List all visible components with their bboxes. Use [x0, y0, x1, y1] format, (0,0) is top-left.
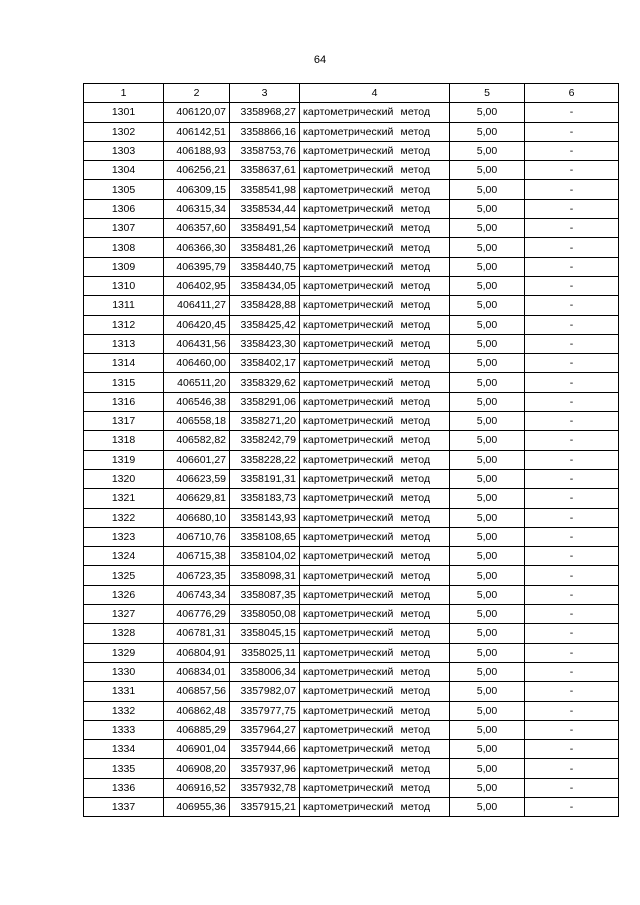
note-cell: -: [525, 199, 619, 218]
note-cell: -: [525, 605, 619, 624]
table-row: [84, 489, 619, 508]
coord-x-cell: 406857,56: [164, 682, 230, 701]
point-number-cell: 1316: [84, 392, 164, 411]
coord-y-cell: 3358228,22: [230, 450, 300, 469]
note-cell: -: [525, 682, 619, 701]
method-cell: картометрический метод: [300, 412, 450, 431]
point-number-cell: 1326: [84, 585, 164, 604]
method-cell: картометрический метод: [300, 276, 450, 295]
accuracy-cell: 5,00: [450, 585, 525, 604]
method-cell: картометрический метод: [300, 257, 450, 276]
table-row: [84, 682, 619, 701]
coord-x-cell: 406776,29: [164, 605, 230, 624]
point-number-cell: 1334: [84, 740, 164, 759]
note-cell: -: [525, 624, 619, 643]
accuracy-cell: 5,00: [450, 315, 525, 334]
accuracy-cell: 5,00: [450, 605, 525, 624]
note-cell: -: [525, 527, 619, 546]
note-cell: -: [525, 489, 619, 508]
coord-x-cell: 406395,79: [164, 257, 230, 276]
coord-y-cell: 3358108,65: [230, 527, 300, 546]
point-number-cell: 1313: [84, 334, 164, 353]
method-cell: картометрический метод: [300, 219, 450, 238]
note-cell: -: [525, 219, 619, 238]
point-number-cell: 1306: [84, 199, 164, 218]
table-row: [84, 720, 619, 739]
coord-x-cell: 406885,29: [164, 720, 230, 739]
method-cell: картометрический метод: [300, 701, 450, 720]
accuracy-cell: 5,00: [450, 238, 525, 257]
table-row: [84, 122, 619, 141]
point-number-cell: 1331: [84, 682, 164, 701]
table-row: [84, 701, 619, 720]
note-cell: -: [525, 354, 619, 373]
accuracy-cell: 5,00: [450, 489, 525, 508]
method-cell: картометрический метод: [300, 122, 450, 141]
accuracy-cell: 5,00: [450, 469, 525, 488]
coord-x-cell: 406601,27: [164, 450, 230, 469]
note-cell: -: [525, 141, 619, 160]
coord-y-cell: 3358491,54: [230, 219, 300, 238]
table-row: [84, 662, 619, 681]
accuracy-cell: 5,00: [450, 354, 525, 373]
coord-x-cell: 406315,34: [164, 199, 230, 218]
coord-y-cell: 3358291,06: [230, 392, 300, 411]
point-number-cell: 1336: [84, 778, 164, 797]
page-number: 64: [313, 54, 327, 66]
table-row: [84, 296, 619, 315]
accuracy-cell: 5,00: [450, 720, 525, 739]
accuracy-cell: 5,00: [450, 740, 525, 759]
note-cell: -: [525, 547, 619, 566]
table-row: [84, 238, 619, 257]
point-number-cell: 1337: [84, 797, 164, 816]
table-row: [84, 643, 619, 662]
coord-y-cell: 3358541,98: [230, 180, 300, 199]
method-cell: картометрический метод: [300, 720, 450, 739]
accuracy-cell: 5,00: [450, 566, 525, 585]
column-header: 4: [300, 84, 450, 103]
table-row: [84, 605, 619, 624]
coord-y-cell: 3358402,17: [230, 354, 300, 373]
method-cell: картометрический метод: [300, 469, 450, 488]
method-cell: картометрический метод: [300, 778, 450, 797]
accuracy-cell: 5,00: [450, 199, 525, 218]
point-number-cell: 1321: [84, 489, 164, 508]
note-cell: -: [525, 412, 619, 431]
coord-x-cell: 406834,01: [164, 662, 230, 681]
method-cell: картометрический метод: [300, 354, 450, 373]
table-row: [84, 585, 619, 604]
point-number-cell: 1328: [84, 624, 164, 643]
note-cell: -: [525, 585, 619, 604]
note-cell: -: [525, 257, 619, 276]
accuracy-cell: 5,00: [450, 412, 525, 431]
note-cell: -: [525, 778, 619, 797]
table-row: [84, 740, 619, 759]
method-cell: картометрический метод: [300, 315, 450, 334]
coord-y-cell: 3358434,05: [230, 276, 300, 295]
method-cell: картометрический метод: [300, 759, 450, 778]
coord-x-cell: 406309,15: [164, 180, 230, 199]
point-number-cell: 1319: [84, 450, 164, 469]
method-cell: картометрический метод: [300, 238, 450, 257]
accuracy-cell: 5,00: [450, 219, 525, 238]
accuracy-cell: 5,00: [450, 180, 525, 199]
table-row: [84, 161, 619, 180]
accuracy-cell: 5,00: [450, 257, 525, 276]
coord-y-cell: 3357977,75: [230, 701, 300, 720]
point-number-cell: 1303: [84, 141, 164, 160]
note-cell: -: [525, 315, 619, 334]
accuracy-cell: 5,00: [450, 508, 525, 527]
point-number-cell: 1307: [84, 219, 164, 238]
coord-y-cell: 3357932,78: [230, 778, 300, 797]
note-cell: -: [525, 759, 619, 778]
table-row: [84, 469, 619, 488]
point-number-cell: 1324: [84, 547, 164, 566]
coord-x-cell: 406188,93: [164, 141, 230, 160]
coord-x-cell: 406629,81: [164, 489, 230, 508]
coord-y-cell: 3358104,02: [230, 547, 300, 566]
coord-x-cell: 406901,04: [164, 740, 230, 759]
coord-y-cell: 3358423,30: [230, 334, 300, 353]
point-number-cell: 1333: [84, 720, 164, 739]
coord-x-cell: 406558,18: [164, 412, 230, 431]
coord-y-cell: 3358050,08: [230, 605, 300, 624]
method-cell: картометрический метод: [300, 489, 450, 508]
coord-y-cell: 3358968,27: [230, 103, 300, 122]
coord-x-cell: 406916,52: [164, 778, 230, 797]
accuracy-cell: 5,00: [450, 778, 525, 797]
coord-x-cell: 406120,07: [164, 103, 230, 122]
column-header: 1: [84, 84, 164, 103]
point-number-cell: 1310: [84, 276, 164, 295]
coord-x-cell: 406402,95: [164, 276, 230, 295]
accuracy-cell: 5,00: [450, 450, 525, 469]
note-cell: -: [525, 508, 619, 527]
note-cell: -: [525, 701, 619, 720]
method-cell: картометрический метод: [300, 624, 450, 643]
coord-x-cell: 406710,76: [164, 527, 230, 546]
method-cell: картометрический метод: [300, 797, 450, 816]
accuracy-cell: 5,00: [450, 122, 525, 141]
method-cell: картометрический метод: [300, 450, 450, 469]
coord-x-cell: 406431,56: [164, 334, 230, 353]
accuracy-cell: 5,00: [450, 527, 525, 546]
method-cell: картометрический метод: [300, 180, 450, 199]
method-cell: картометрический метод: [300, 199, 450, 218]
note-cell: -: [525, 797, 619, 816]
method-cell: картометрический метод: [300, 682, 450, 701]
method-cell: картометрический метод: [300, 643, 450, 662]
point-number-cell: 1327: [84, 605, 164, 624]
table-row: [84, 547, 619, 566]
table-row: [84, 199, 619, 218]
coord-x-cell: 406366,30: [164, 238, 230, 257]
table-row: [84, 450, 619, 469]
point-number-cell: 1323: [84, 527, 164, 546]
table-row: [84, 257, 619, 276]
note-cell: -: [525, 161, 619, 180]
coord-y-cell: 3357982,07: [230, 682, 300, 701]
point-number-cell: 1308: [84, 238, 164, 257]
note-cell: -: [525, 276, 619, 295]
point-number-cell: 1329: [84, 643, 164, 662]
point-number-cell: 1311: [84, 296, 164, 315]
point-number-cell: 1301: [84, 103, 164, 122]
coord-x-cell: 406723,35: [164, 566, 230, 585]
method-cell: картометрический метод: [300, 334, 450, 353]
note-cell: -: [525, 392, 619, 411]
accuracy-cell: 5,00: [450, 276, 525, 295]
note-cell: -: [525, 238, 619, 257]
coord-y-cell: 3358191,31: [230, 469, 300, 488]
note-cell: -: [525, 566, 619, 585]
coord-y-cell: 3358481,26: [230, 238, 300, 257]
method-cell: картометрический метод: [300, 740, 450, 759]
coord-y-cell: 3358534,44: [230, 199, 300, 218]
accuracy-cell: 5,00: [450, 141, 525, 160]
accuracy-cell: 5,00: [450, 701, 525, 720]
method-cell: картометрический метод: [300, 508, 450, 527]
note-cell: -: [525, 180, 619, 199]
point-number-cell: 1312: [84, 315, 164, 334]
table-row: [84, 392, 619, 411]
point-number-cell: 1332: [84, 701, 164, 720]
coord-x-cell: 406743,34: [164, 585, 230, 604]
table-row: [84, 373, 619, 392]
method-cell: картометрический метод: [300, 585, 450, 604]
accuracy-cell: 5,00: [450, 759, 525, 778]
column-header: 2: [164, 84, 230, 103]
coord-x-cell: 406420,45: [164, 315, 230, 334]
point-number-cell: 1322: [84, 508, 164, 527]
coordinates-table: [83, 83, 619, 817]
accuracy-cell: 5,00: [450, 334, 525, 353]
point-number-cell: 1317: [84, 412, 164, 431]
point-number-cell: 1314: [84, 354, 164, 373]
point-number-cell: 1320: [84, 469, 164, 488]
accuracy-cell: 5,00: [450, 161, 525, 180]
point-number-cell: 1309: [84, 257, 164, 276]
point-number-cell: 1315: [84, 373, 164, 392]
coord-y-cell: 3358866,16: [230, 122, 300, 141]
method-cell: картометрический метод: [300, 547, 450, 566]
table-row: [84, 354, 619, 373]
column-header: 3: [230, 84, 300, 103]
accuracy-cell: 5,00: [450, 547, 525, 566]
coord-x-cell: 406357,60: [164, 219, 230, 238]
coord-x-cell: 406411,27: [164, 296, 230, 315]
coord-y-cell: 3358045,15: [230, 624, 300, 643]
coord-y-cell: 3358637,61: [230, 161, 300, 180]
note-cell: -: [525, 469, 619, 488]
coord-y-cell: 3358087,35: [230, 585, 300, 604]
table-header-row: [84, 84, 619, 103]
accuracy-cell: 5,00: [450, 797, 525, 816]
note-cell: -: [525, 122, 619, 141]
coord-x-cell: 406804,91: [164, 643, 230, 662]
column-header: 5: [450, 84, 525, 103]
coord-x-cell: 406142,51: [164, 122, 230, 141]
coord-x-cell: 406680,10: [164, 508, 230, 527]
note-cell: -: [525, 450, 619, 469]
method-cell: картометрический метод: [300, 373, 450, 392]
point-number-cell: 1302: [84, 122, 164, 141]
method-cell: картометрический метод: [300, 662, 450, 681]
point-number-cell: 1305: [84, 180, 164, 199]
accuracy-cell: 5,00: [450, 624, 525, 643]
coord-y-cell: 3357915,21: [230, 797, 300, 816]
coord-x-cell: 406955,36: [164, 797, 230, 816]
coord-y-cell: 3357944,66: [230, 740, 300, 759]
table-row: [84, 219, 619, 238]
method-cell: картометрический метод: [300, 527, 450, 546]
table-row: [84, 141, 619, 160]
accuracy-cell: 5,00: [450, 296, 525, 315]
coord-x-cell: 406582,82: [164, 431, 230, 450]
table-row: [84, 624, 619, 643]
point-number-cell: 1330: [84, 662, 164, 681]
note-cell: -: [525, 103, 619, 122]
method-cell: картометрический метод: [300, 161, 450, 180]
table-row: [84, 566, 619, 585]
table-row: [84, 334, 619, 353]
coord-y-cell: 3358428,88: [230, 296, 300, 315]
note-cell: -: [525, 431, 619, 450]
coord-x-cell: 406546,38: [164, 392, 230, 411]
table-row: [84, 508, 619, 527]
column-header: 6: [525, 84, 619, 103]
point-number-cell: 1325: [84, 566, 164, 585]
coord-x-cell: 406256,21: [164, 161, 230, 180]
table-row: [84, 276, 619, 295]
table-row: [84, 759, 619, 778]
note-cell: -: [525, 643, 619, 662]
coord-y-cell: 3358006,34: [230, 662, 300, 681]
coord-x-cell: 406715,38: [164, 547, 230, 566]
note-cell: -: [525, 296, 619, 315]
table-row: [84, 103, 619, 122]
table-row: [84, 180, 619, 199]
method-cell: картометрический метод: [300, 431, 450, 450]
accuracy-cell: 5,00: [450, 373, 525, 392]
coord-y-cell: 3357964,27: [230, 720, 300, 739]
coord-y-cell: 3358440,75: [230, 257, 300, 276]
table-row: [84, 797, 619, 816]
method-cell: картометрический метод: [300, 141, 450, 160]
accuracy-cell: 5,00: [450, 392, 525, 411]
table-row: [84, 431, 619, 450]
note-cell: -: [525, 662, 619, 681]
table-body: [84, 103, 619, 817]
coord-y-cell: 3358183,73: [230, 489, 300, 508]
coord-y-cell: 3358425,42: [230, 315, 300, 334]
note-cell: -: [525, 373, 619, 392]
coord-x-cell: 406511,20: [164, 373, 230, 392]
coord-y-cell: 3358143,93: [230, 508, 300, 527]
coord-x-cell: 406460,00: [164, 354, 230, 373]
coord-x-cell: 406781,31: [164, 624, 230, 643]
method-cell: картометрический метод: [300, 566, 450, 585]
method-cell: картометрический метод: [300, 605, 450, 624]
coord-y-cell: 3358025,11: [230, 643, 300, 662]
point-number-cell: 1318: [84, 431, 164, 450]
coord-y-cell: 3357937,96: [230, 759, 300, 778]
coord-x-cell: 406623,59: [164, 469, 230, 488]
point-number-cell: 1335: [84, 759, 164, 778]
coord-y-cell: 3358098,31: [230, 566, 300, 585]
accuracy-cell: 5,00: [450, 103, 525, 122]
point-number-cell: 1304: [84, 161, 164, 180]
coord-y-cell: 3358329,62: [230, 373, 300, 392]
accuracy-cell: 5,00: [450, 643, 525, 662]
coord-x-cell: 406908,20: [164, 759, 230, 778]
coord-y-cell: 3358271,20: [230, 412, 300, 431]
note-cell: -: [525, 720, 619, 739]
coord-y-cell: 3358753,76: [230, 141, 300, 160]
table-row: [84, 527, 619, 546]
note-cell: -: [525, 334, 619, 353]
note-cell: -: [525, 740, 619, 759]
method-cell: картометрический метод: [300, 103, 450, 122]
coord-y-cell: 3358242,79: [230, 431, 300, 450]
table-row: [84, 778, 619, 797]
table-row: [84, 315, 619, 334]
accuracy-cell: 5,00: [450, 682, 525, 701]
method-cell: картометрический метод: [300, 392, 450, 411]
accuracy-cell: 5,00: [450, 431, 525, 450]
table-row: [84, 412, 619, 431]
accuracy-cell: 5,00: [450, 662, 525, 681]
coord-x-cell: 406862,48: [164, 701, 230, 720]
method-cell: картометрический метод: [300, 296, 450, 315]
